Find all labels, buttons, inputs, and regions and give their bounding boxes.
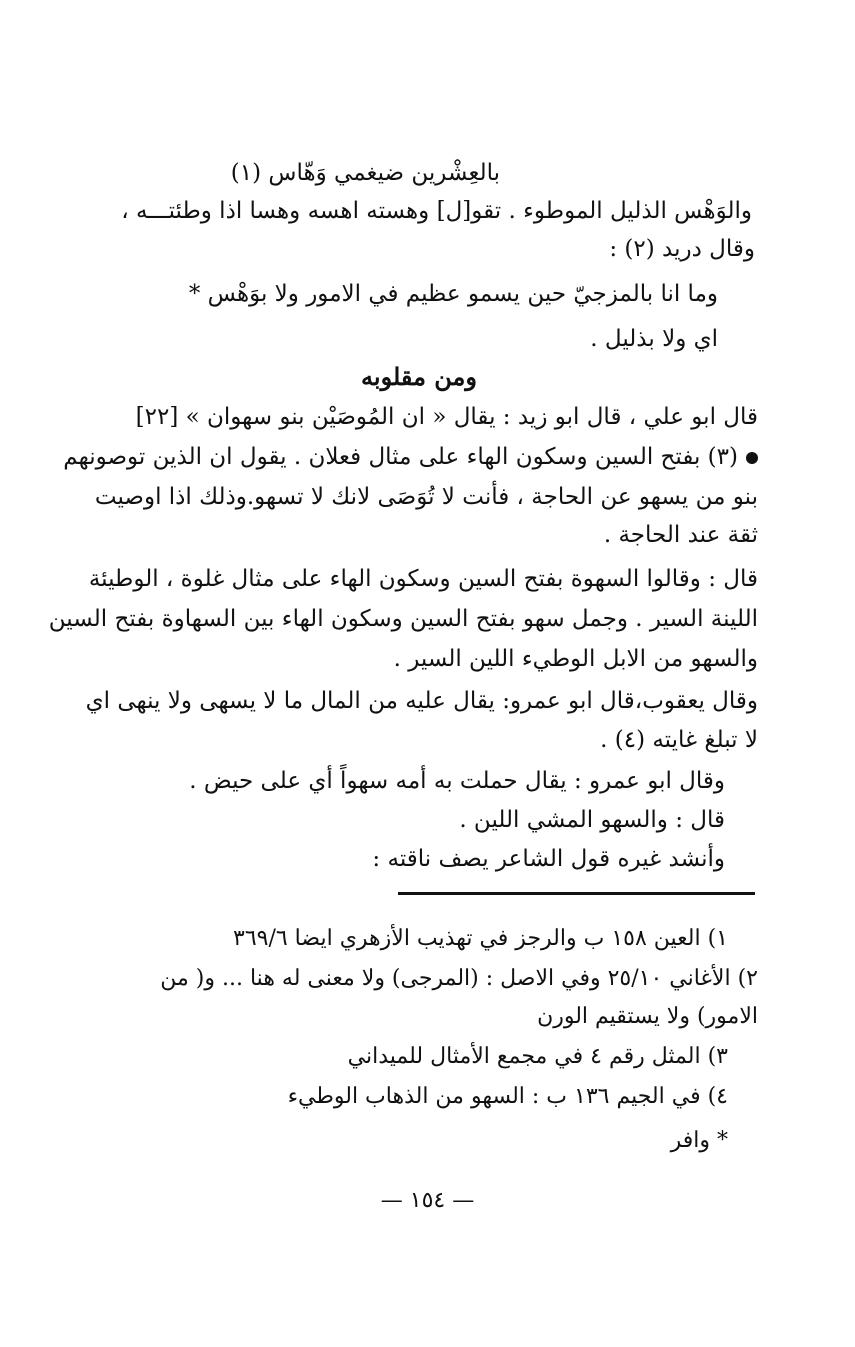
page-number: — ١٥٤ — (380, 1188, 475, 1213)
text-line-5: اي ولا بذليل . (590, 326, 718, 352)
verse-line-1: بالعِشْرين ضيغمي وَهّاس (١) (230, 160, 500, 186)
footnote-meter: * وافر (670, 1128, 728, 1153)
footnote-4: ٤) في الجيم ١٣٦ ب : السهو من الذهاب الوطيء (287, 1084, 728, 1109)
body-line-6: اللينة السير . وجمل سهو بفتح السين وسكون الهاء بين السهاوة بفتح السين (48, 606, 758, 632)
section-heading: ومن مقلوبه (361, 362, 477, 391)
footnote-3: ٣) المثل رقم ٤ في مجمع الأمثال للميداني (347, 1044, 728, 1069)
body-line-10: وقال ابو عمرو : يقال حملت به أمه سهواً أي على حيض . (189, 768, 725, 794)
body-line-11: قال : والسهو المشي اللين . (459, 807, 725, 833)
body-line-9: لا تبلغ غايته (٤) . (600, 727, 758, 753)
verse-line-4: وما انا بالمزجيّ حين يسمو عظيم في الامور ولا بوَهْس * (188, 281, 718, 307)
body-line-7: والسهو من الابل الوطيء اللين السير . (393, 646, 758, 672)
footnote-1: ١) العين ١٥٨ ب والرجز في تهذيب الأزهري ايضا ٣٦٩/٦ (233, 926, 728, 951)
body-line-3: بنو من يسهو عن الحاجة ، فأنت لا تُوَصَى لانك لا تسهو.وذلك اذا اوصيت (94, 484, 758, 510)
body-line-8: وقال يعقوب،قال ابو عمرو: يقال عليه من المال ما لا يسهى ولا ينهى اي (85, 688, 758, 714)
body-line-4: ثقة عند الحاجة . (603, 522, 758, 548)
text-line-3: وقال دريد (٢) : (609, 236, 755, 262)
body-line-12: وأنشد غيره قول الشاعر يصف ناقته : (372, 846, 725, 872)
body-line-1: قال ابو علي ، قال ابو زيد : يقال « ان المُوصَيْن بنو سهوان » [٢٢] (135, 404, 758, 430)
body-line-2: (٣) بفتح السين وسكون الهاء على مثال فعلان . يقول ان الذين توصونهم (63, 440, 758, 474)
footnote-separator (398, 892, 755, 895)
body-line-5: قال : وقالوا السهوة بفتح السين وسكون الهاء على مثال غلوة ، الوطيئة (88, 566, 758, 592)
text-line-2: والوَهْس الذليل الموطوء . تقو[ل] وهسته اهسه وهسا اذا وطئتـــه ، (121, 198, 752, 224)
bullet-icon (746, 452, 758, 464)
footnote-2b: الامور) ولا يستقيم الورن (537, 1004, 758, 1029)
footnote-2a: ٢) الأغاني ٢٥/١٠ وفي الاصل : (المرجى) ولا معنى له هنا ... و( من (160, 966, 758, 991)
